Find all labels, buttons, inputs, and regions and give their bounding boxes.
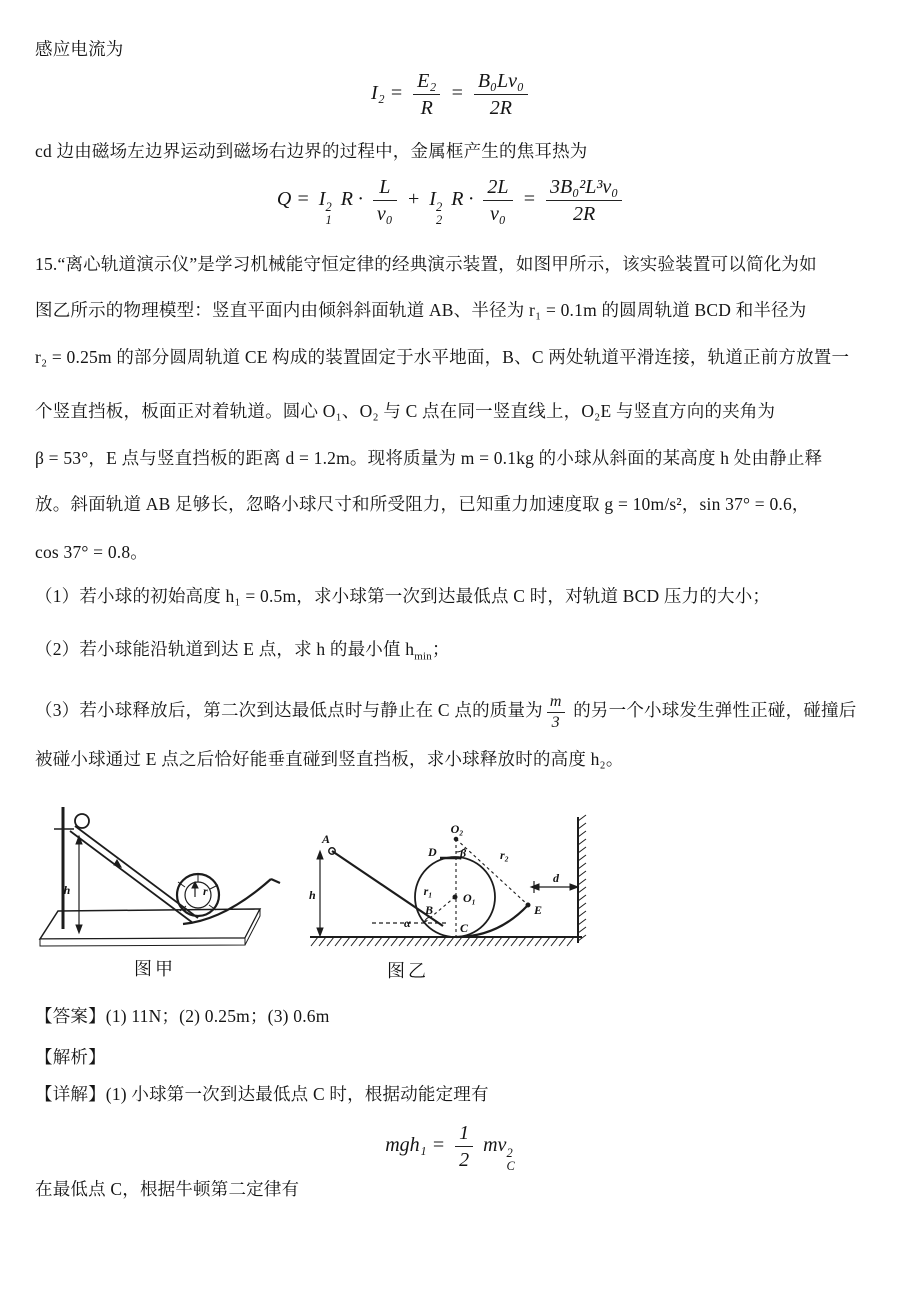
height-arrow — [317, 851, 323, 936]
label-D: D — [428, 845, 437, 859]
ground-hatching — [311, 937, 574, 946]
formula-i2-eq: = — [450, 82, 464, 105]
fraction-1-over-2: $\frac{1}{2}$ — [455, 1122, 473, 1171]
formula-kinetic-energy — [0, 1122, 900, 1173]
caption-figure-yi: 图乙 — [387, 961, 429, 981]
problem-line-6: 放。斜面轨道 AB 足够长，忽略小球尺寸和所受阻力，已知重力加速度取 g = 10m/s²，sin 37° = 0.6， — [35, 494, 810, 514]
loop-radius-arrow — [192, 882, 198, 897]
problem-line-3: r₂ = 0.25m 的部分圆周轨道 CE 构成的装置固定于水平地面，B、C 两处轨道平滑连接，轨道正前方放置一 — [35, 347, 850, 367]
formula-mgh-lhs: mgh₁ = — [385, 1134, 446, 1157]
problem-line-5: β = 53°，E 点与竖直挡板的距离 d = 1.2m。现将质量为 m = 0.1kg 的小球从斜面的某高度 h 处由静止释 — [35, 448, 823, 468]
fraction-e2-over-r: $\frac{\text{E₂}}{R}$ — [413, 70, 440, 119]
formula-induced-current — [0, 70, 900, 119]
formula-q-lhs: Q = — [276, 188, 310, 211]
caption-figure-jia: 图甲 — [134, 959, 176, 979]
label-E: E — [534, 903, 543, 917]
formula-q-eq: = — [522, 188, 537, 211]
label-r-jia: r — [203, 884, 208, 898]
problem-line-7: cos 37° = 0.8。 — [35, 542, 148, 562]
formula-joule-heat — [0, 176, 900, 227]
fraction-l-over-v0: $\frac{L}{\text{v₀}}$ — [373, 176, 397, 225]
answer-line: 【答案】(1) 11N；(2) 0.25m；(3) 0.6m — [35, 1006, 330, 1026]
label-h-yi: h — [309, 888, 316, 902]
formula-q-plus: + — [406, 188, 421, 211]
question-2-post: ； — [431, 639, 450, 659]
label-r1: r₁ — [423, 884, 433, 898]
formula-q-i2: I 2 2 — [429, 188, 443, 228]
question-2-subscript: min — [414, 650, 432, 663]
problem-line-1: 15.“离心轨道演示仪”是学习机械能守恒定律的经典演示装置，如图甲所示，该实验装置可以简化为如 — [35, 254, 817, 274]
problem-line-2: 图乙所示的物理模型：竖直平面内由倾斜斜面轨道 AB、半径为 r₁ = 0.1m 的圆周轨道 BCD 和半径为 — [35, 300, 807, 320]
label-r2: r₂ — [500, 848, 509, 862]
question-3-line1 — [35, 693, 856, 731]
problem-line-4: 个竖直挡板，板面正对着轨道。圆心 O₁、O₂ 与 C 点在同一竖直线上，O₂E 与竖直方向的夹角为 — [35, 401, 776, 421]
label-beta: β — [460, 846, 467, 860]
fraction-2l-over-v0: $\frac{2L}{\text{v₀}}$ — [483, 176, 512, 225]
label-alpha: α — [404, 916, 411, 930]
xiangjie-line: 【详解】(1) 小球第一次到达最低点 C 时，根据动能定理有 — [35, 1084, 489, 1104]
label-d: d — [553, 871, 559, 885]
label-A: A — [322, 832, 331, 846]
label-O1: O₁ — [463, 891, 476, 905]
point-E-dot — [526, 903, 530, 907]
incline-ramp — [70, 826, 198, 923]
formula-mgh-mv: mv 2 C — [483, 1134, 515, 1174]
label-O2: O₂ — [450, 822, 464, 836]
cd-edge-text: cd 边由磁场左边界运动到磁场右边界的过程中，金属框产生的焦耳热为 — [35, 141, 588, 161]
platform-base — [40, 909, 260, 946]
fraction-b0lv0-over-2r: $\frac{\text{B₀Lv₀}}{2R}$ — [474, 70, 528, 119]
label-B: B — [425, 903, 434, 917]
fraction-m-over-3: $\frac{m}{3}$ — [547, 693, 565, 731]
question-3-post: 的另一个小球发生弹性正碰，碰撞后 — [568, 700, 857, 721]
label-h-jia: h — [63, 883, 71, 897]
formula-q-rdot2: R · — [451, 188, 474, 211]
label-C: C — [460, 921, 469, 935]
wall-hatching — [578, 815, 586, 941]
formula-q-rdot1: R · — [340, 188, 363, 211]
ball-at-top — [75, 814, 89, 828]
jiexi-heading: 【解析】 — [35, 1047, 106, 1067]
fraction-3b02l3v0-over-2r: $\frac{\text{3B₀²L³v₀}}{2R}$ — [546, 176, 622, 225]
question-3-pre: （3）若小球释放后，第二次到达最低点时与静止在 C 点的质量为 — [35, 700, 543, 721]
question-3-line2: 被碰小球通过 E 点之后恰好能垂直碰到竖直挡板，求小球释放时的高度 h₂。 — [35, 749, 624, 769]
newton-law-line: 在最低点 C，根据牛顿第二定律有 — [35, 1179, 300, 1199]
formula-q-i1: I 2 1 — [318, 188, 332, 228]
formula-i2-lhs: I₂ = — [371, 82, 404, 105]
figure-yi-model — [300, 795, 600, 985]
question-1: （1）若小球的初始高度 h₁ = 0.5m，求小球第一次到达最低点 C 时，对轨道 BCD 压力的大小； — [35, 586, 771, 606]
question-2-pre: （2）若小球能沿轨道到达 E 点，求 h 的最小值 h — [35, 639, 415, 659]
question-2 — [35, 638, 450, 664]
intro-text: 感应电流为 — [35, 39, 124, 59]
figure-jia-apparatus — [33, 795, 298, 985]
